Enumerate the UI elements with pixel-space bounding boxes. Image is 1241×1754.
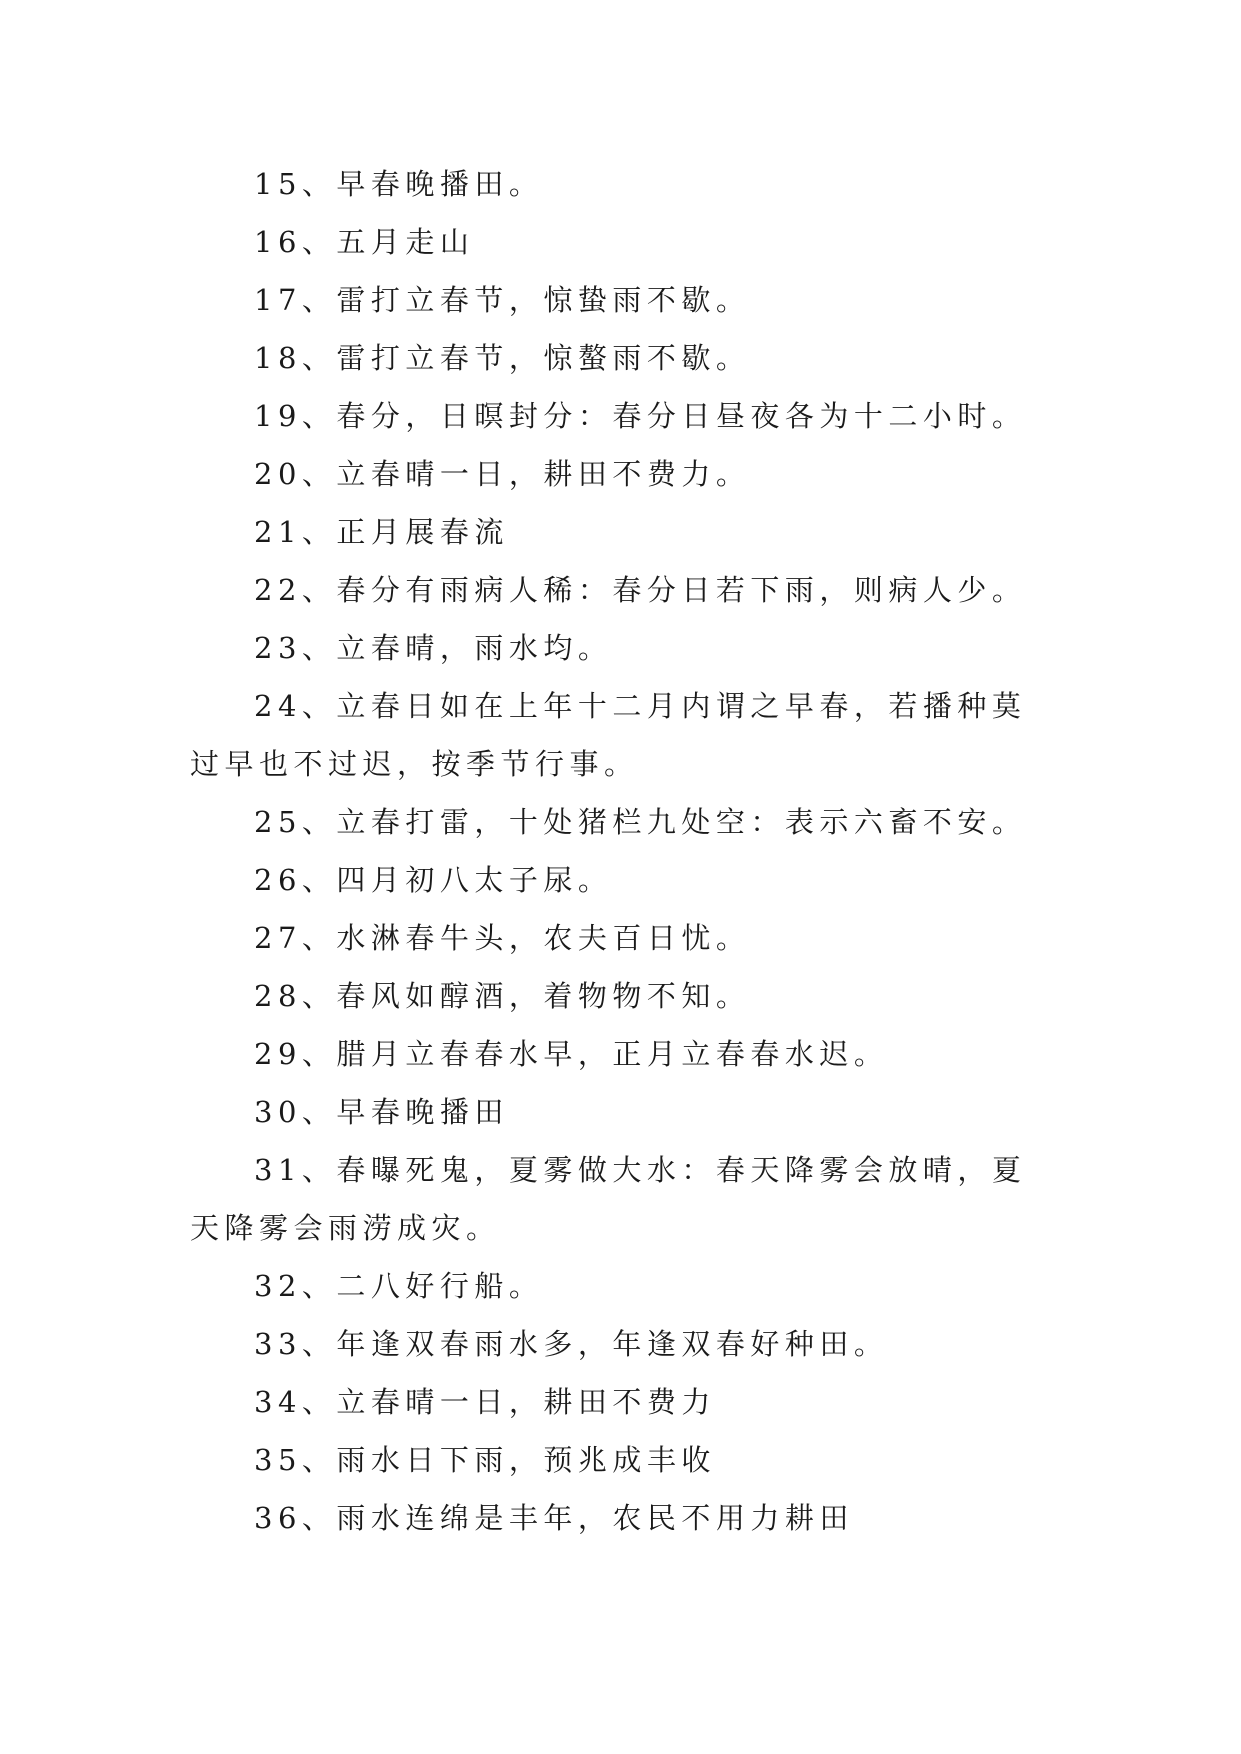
paragraph-29: 29、腊月立春春水早，正月立春春水迟。	[254, 1037, 889, 1071]
paragraph-30: 30、早春晚播田	[254, 1095, 509, 1129]
paragraph-34: 34、立春晴一日，耕田不费力	[254, 1385, 716, 1419]
paragraph-19: 19、春分，日暝封分：春分日昼夜各为十二小时。	[254, 399, 1027, 433]
paragraph-36: 36、雨水连绵是丰年，农民不用力耕田	[254, 1501, 854, 1535]
paragraph-16: 16、五月走山	[254, 225, 475, 259]
paragraph-17: 17、雷打立春节，惊蛰雨不歇。	[254, 283, 751, 317]
paragraph-27: 27、水淋春牛头，农夫百日忧。	[254, 921, 751, 955]
paragraph-32: 32、二八好行船。	[254, 1269, 544, 1303]
paragraph-24: 24、立春日如在上年十二月内谓之早春，若播种莫过早也不过迟，按季节行事。	[190, 689, 1027, 781]
paragraph-26: 26、四月初八太子尿。	[254, 863, 613, 897]
document-body	[190, 155, 1050, 1547]
paragraph-18: 18、雷打立春节，惊螯雨不歇。	[254, 341, 751, 375]
paragraph-25: 25、立春打雷，十处猪栏九处空：表示六畜不安。	[254, 805, 1027, 839]
paragraph-31: 31、春曝死鬼，夏雾做大水：春天降雾会放晴，夏天降雾会雨涝成灾。	[190, 1153, 1027, 1245]
paragraph-22: 22、春分有雨病人稀：春分日若下雨，则病人少。	[254, 573, 1027, 607]
paragraph-33: 33、年逢双春雨水多，年逢双春好种田。	[254, 1327, 889, 1361]
paragraph-21: 21、正月展春流	[254, 515, 509, 549]
paragraph-20: 20、立春晴一日，耕田不费力。	[254, 457, 751, 491]
paragraph-35: 35、雨水日下雨，预兆成丰收	[254, 1443, 716, 1477]
paragraph-28: 28、春风如醇酒，着物物不知。	[254, 979, 751, 1013]
paragraph-23: 23、立春晴，雨水均。	[254, 631, 613, 665]
paragraph-15: 15、早春晚播田。	[254, 167, 544, 201]
